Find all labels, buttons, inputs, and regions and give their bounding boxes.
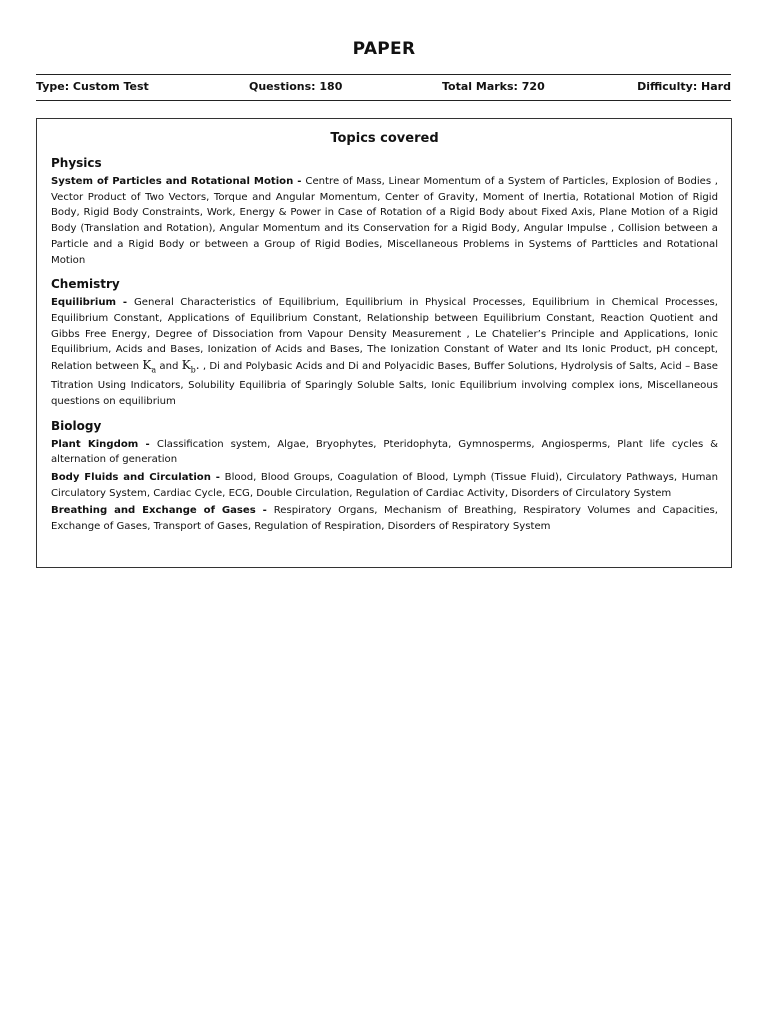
topic-item (51, 470, 718, 501)
question-count: Questions: 180 (249, 80, 343, 93)
topic-name: Breathing and Exchange of Gases (51, 505, 256, 517)
topic-description-and: and (156, 361, 182, 373)
topic-name: Body Fluids and Circulation (51, 471, 211, 483)
topic-separator: - (293, 176, 306, 187)
topic-name: Plant Kingdom (51, 438, 139, 450)
topic-description: Classification system, Algae, Bryophytes, Pteridophyta, Gymnosperms, Angiosperms, Plant life cycles & alternation of generation (51, 438, 718, 466)
topics-covered-box (36, 118, 732, 568)
subject-title-physics: Physics (51, 156, 102, 170)
kb-symbol: $K_b$. (181, 358, 200, 375)
topic-description: Respiratory Organs, Mechanism of Breathing, Respiratory Volumes and Capacities, Exchange of Gases, Transport of Gases, Regulation of Respiration, Disorders of Respiratory System (51, 505, 719, 533)
page-title: PAPER (352, 39, 416, 59)
topic-name: System of Particles and Rotational Motion (51, 176, 294, 187)
topic-description-rest: , Di and Polybasic Acids and Di and Polyacidic Bases, Buffer Solutions, Hydrolysis of Salts, Acid – Base Titration Using Indicators, Solubility Equilibria of Sparingly Soluble Salts, Ionic Equilibrium involving complex ions, Miscellaneous questions on equilibrium (51, 361, 718, 407)
test-type: Type: Custom Test (36, 80, 149, 93)
topic-description: Blood, Blood Groups, Coagulation of Blood, Lymph (Tissue Fluid), Circulatory Pathways, Human Circulatory System, Cardiac Cycle, ECG, Double Circulation, Regulation of Cardiac Activity, Disorders of Circulatory System (51, 471, 719, 499)
topic-separator: - (116, 297, 134, 309)
topic-name: Equilibrium (51, 297, 117, 309)
topic-item (51, 174, 718, 268)
topic-item (51, 295, 718, 409)
subject-physics (51, 156, 718, 268)
subject-title-biology: Biology (51, 418, 102, 433)
topic-separator: - (255, 505, 274, 517)
total-marks: Total Marks: 720 (442, 80, 545, 93)
topic-description: Centre of Mass, Linear Momentum of a System of Particles, Explosion of Bodies , Vector Product of Two Vectors, Torque and Angular Momentum, Center of Gravity, Moment of Inertia, Rotational Motion of Rigid Body, Rigid Body Constraints, Work, Energy & Power in Case of Rotation of a Rigid Body about Fixed Axis, Plane Motion of a Rigid Body (Translation and Rotation), Angular Momentum and its Conservation for a Rigid Body, Angular Impulse , Collision between a Particle and a Rigid Body or between a Group of Rigid Bodies, Miscellaneous Problems in Systems of Partticles and Rotational Motion (51, 176, 718, 266)
subject-chemistry (51, 277, 718, 409)
topic-item (51, 437, 718, 468)
subject-title-chemistry: Chemistry (51, 277, 120, 292)
subject-biology (51, 419, 718, 535)
topic-description: General Characteristics of Equilibrium, Equilibrium in Physical Processes, Equilibrium in Chemical Processes, Equilibrium Constant, Applications of Equilibrium Constant, Relationship between Equilibrium Constant, Reaction Quotient and Gibbs Free Energy, Degree of Dissociation from Vapour Density Measurement , Le Chatelier’s Principle and Applications, Ionic Equilibrium, Acids and Bases, Ionization of Acids and Bases, The Ionization Constant of Water and Its Ionic Product, pH concept, Relation between (51, 297, 719, 373)
ka-symbol: $K_a$ (142, 358, 157, 375)
topic-separator: - (210, 471, 225, 483)
difficulty: Difficulty: Hard (637, 80, 731, 93)
test-meta-bar (36, 74, 731, 101)
topic-item (51, 503, 718, 534)
topic-separator: - (138, 438, 157, 450)
topics-heading: Topics covered (330, 131, 439, 146)
